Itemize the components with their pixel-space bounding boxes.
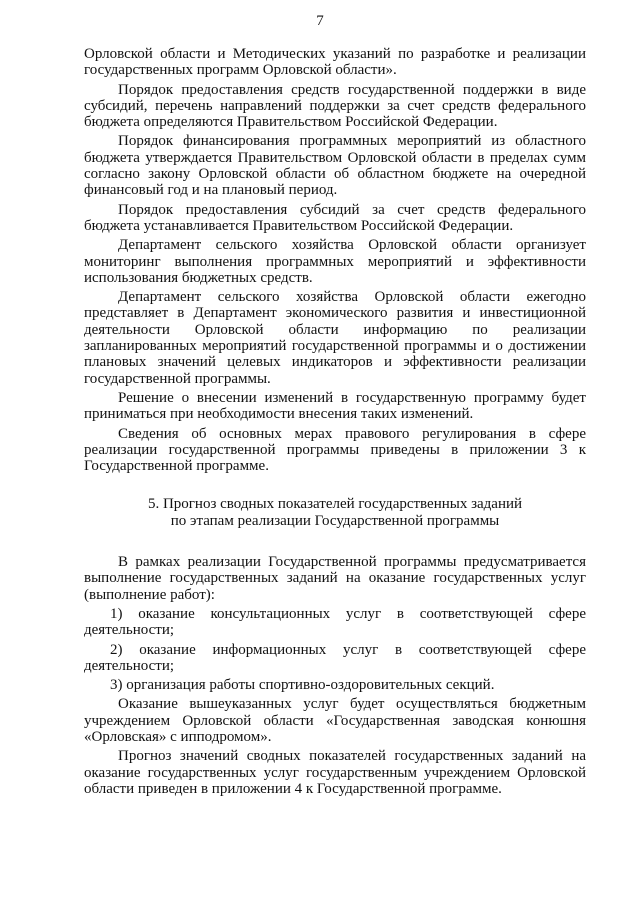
section-heading — [84, 496, 586, 529]
list-item: 1) оказание консультационных услуг в соответствующей сфере деятельности; — [84, 605, 586, 639]
paragraph: В рамках реализации Государственной программы предусматривается выполнение государственных заданий на оказание государственных услуг (выполнение работ): — [84, 554, 586, 603]
paragraph: Департамент сельского хозяйства Орловской области ежегодно представляет в Департамент экономического развития и инвестиционной деятельности Орловской области информацию по реализации запланированных мероприятий государственной программы и о достижении плановых значений целевых индикаторов и эффективности реализации государственной программы. — [84, 289, 586, 387]
paragraph: Решение о внесении изменений в государственную программу будет приниматься при необходимости внесения таких изменений. — [84, 389, 586, 423]
document-body — [84, 46, 586, 800]
section-heading-line: 5. Прогноз сводных показателей государственных заданий — [147, 496, 523, 513]
list-item: 2) оказание информационных услуг в соответствующей сфере деятельности; — [84, 641, 586, 674]
paragraph: Орловской области и Методических указаний по разработке и реализации государственных программ Орловской области». — [84, 46, 586, 79]
paragraph: Сведения об основных мерах правового регулирования в сфере реализации государственной программы приведены в приложении 3 к Государственной программе. — [84, 425, 586, 475]
paragraph: Порядок предоставления средств государственной поддержки в виде субсидий, перечень направлений поддержки за счет средств федерального бюджета определяются Правительством Российской Федерации. — [84, 81, 586, 131]
section-heading-line: по этапам реализации Государственной программы — [170, 512, 500, 529]
paragraph: Прогноз значений сводных показателей государственных заданий на оказание государственных услуг государственным учреждением Орловской области приведен в приложении 4 к Государственной программе. — [84, 748, 586, 797]
paragraph: Департамент сельского хозяйства Орловской области организует мониторинг выполнения программных мероприятий и эффективности использования бюджетных средств. — [84, 237, 586, 286]
paragraph: Оказание вышеуказанных услуг будет осуществляться бюджетным учреждением Орловской области «Государственная заводская конюшня «Орловская» с ипподромом». — [84, 696, 586, 745]
list-item: 3) организация работы спортивно-оздоровительных секций. — [110, 677, 495, 694]
paragraph: Порядок предоставления субсидий за счет средств федерального бюджета устанавливается Правительством Российской Федерации. — [84, 201, 586, 234]
page-number: 7 — [316, 13, 324, 29]
paragraph: Порядок финансирования программных мероприятий из областного бюджета утверждается Правительством Орловской области в пределах сумм согласно закону Орловской области об областном бюджете на очередной финансовый год и на плановый период. — [84, 133, 586, 199]
